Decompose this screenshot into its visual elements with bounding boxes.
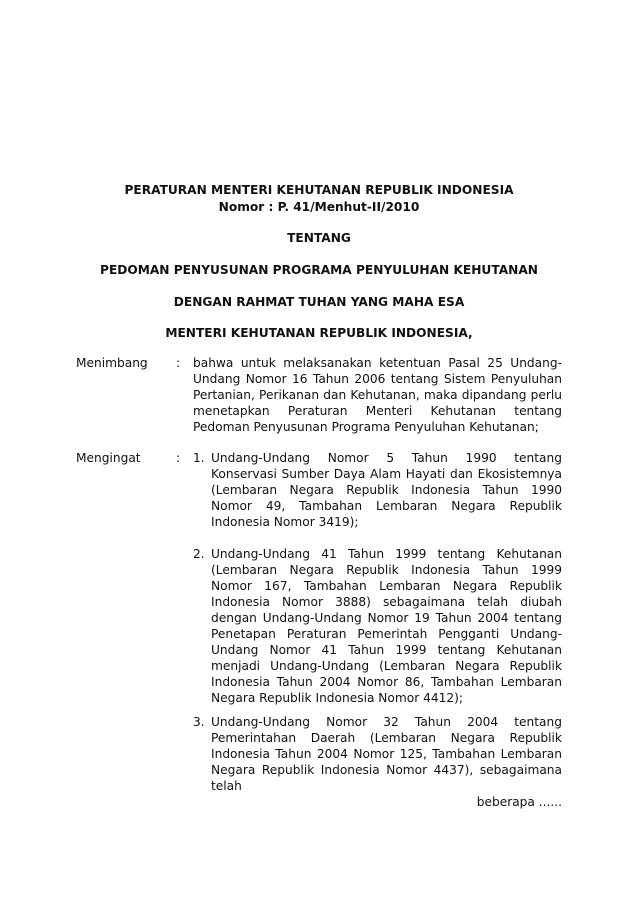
regulation-title: PERATURAN MENTERI KEHUTANAN REPUBLIK INDONESIA — [124, 183, 514, 197]
menimbang-colon: : — [176, 356, 181, 370]
menimbang-label: Menimbang — [76, 356, 148, 370]
page-continuation-marker: beberapa ...... — [476, 795, 562, 809]
mengingat-label: Mengingat — [76, 451, 141, 465]
about-heading: TENTANG — [287, 231, 351, 245]
list-item-text: Undang-Undang Nomor 5 Tahun 1990 tentang Konservasi Sumber Daya Alam Hayati dan Ekosistemnya (Lembaran Negara Republik Indonesia Tahun 1990 Nomor 49, Tambahan Lembaran Negara Republik Indonesia Nomor 3419); — [211, 451, 562, 529]
mengingat-colon: : — [176, 451, 181, 465]
list-item-number: 1. — [193, 451, 205, 465]
list-item-text: Undang-Undang Nomor 32 Tahun 2004 tentang Pemerintahan Daerah (Lembaran Negara Republik Indonesia Tahun 2004 Nomor 125, Tambahan Lembaran Negara Republik Indonesia Nomor 4437), sebagaimana telah — [211, 715, 562, 793]
regulation-subject: PEDOMAN PENYUSUNAN PROGRAMA PENYULUHAN KEHUTANAN — [100, 263, 538, 277]
grace-statement: DENGAN RAHMAT TUHAN YANG MAHA ESA — [173, 295, 465, 309]
list-item-number: 2. — [193, 547, 205, 561]
regulation-number: Nomor : P. 41/Menhut-II/2010 — [218, 200, 420, 214]
menimbang-text: bahwa untuk melaksanakan ketentuan Pasal 25 Undang-Undang Nomor 16 Tahun 2006 tentang Sistem Penyuluhan Pertanian, Perikanan dan Kehutanan, maka dipandang perlu menetapkan Peraturan Menteri Kehutanan tentang Pedoman Penyusunan Programa Penyuluhan Kehutanan; — [193, 356, 562, 434]
list-item-number: 3. — [193, 715, 205, 729]
list-item-text: Undang-Undang 41 Tahun 1999 tentang Kehutanan (Lembaran Negara Republik Indonesia Tahun 1999 Nomor 167, Tambahan Lembaran Negara Republik Indonesia Nomor 3888) sebagaimana telah diubah dengan Undang-Undang Nomor 19 Tahun 2004 tentang Penetapan Peraturan Pemerintah Pengganti Undang-Undang Nomor 41 Tahun 1999 tentang Kehutanan menjadi Undang-Undang (Lembaran Negara Republik Indonesia Tahun 2004 Nomor 86, Tambahan Lembaran Negara Republik Indonesia Nomor 4412); — [211, 547, 562, 705]
issuing-authority: MENTERI KEHUTANAN REPUBLIK INDONESIA, — [165, 326, 473, 340]
